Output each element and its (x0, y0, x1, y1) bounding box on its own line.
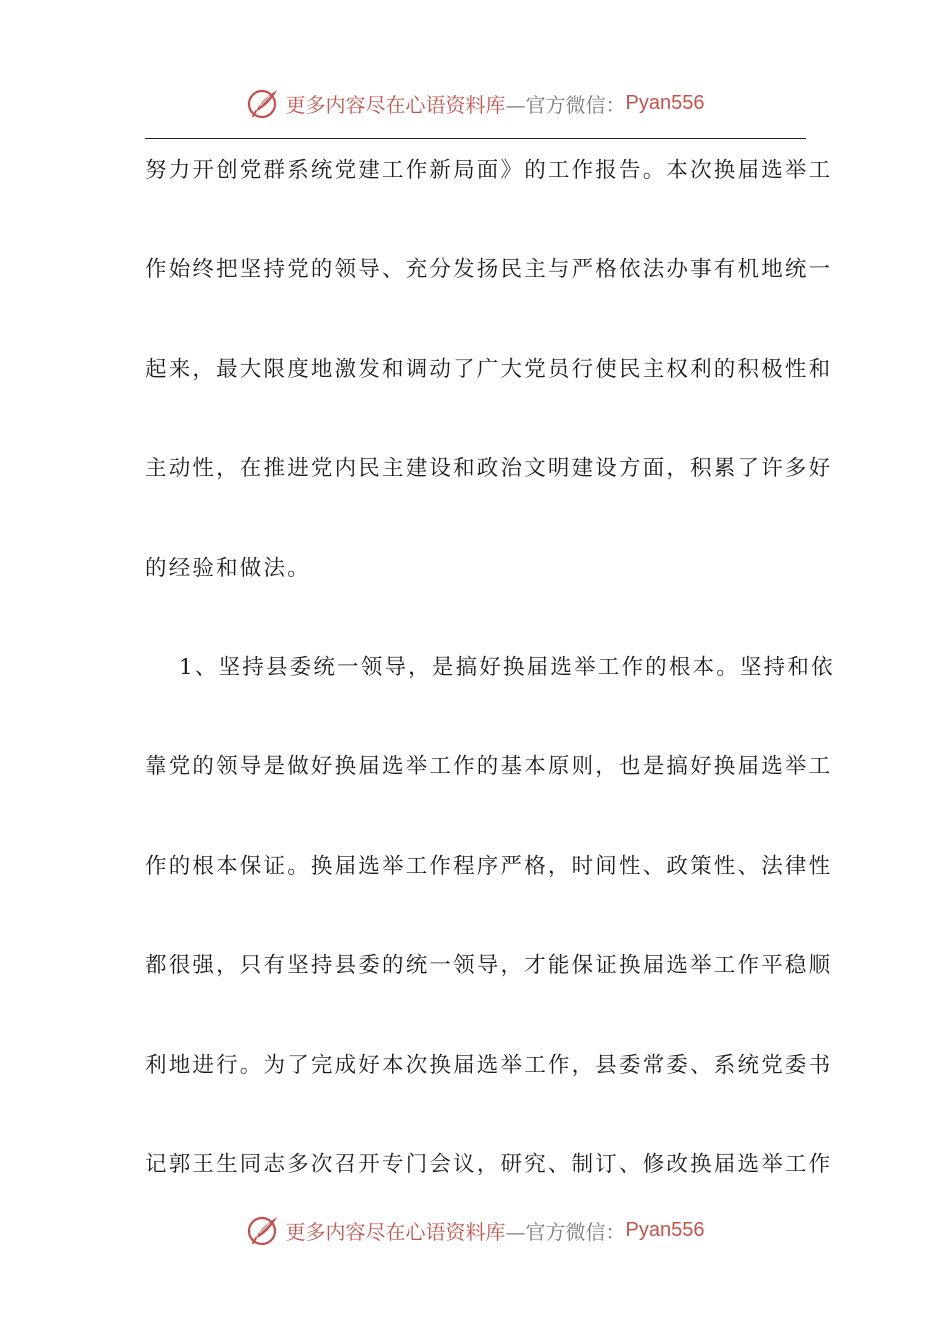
paragraph-line: 作始终把坚持党的领导、充分发扬民主与严格依法办事有机地统一 (145, 257, 833, 283)
header-divider (145, 138, 806, 139)
brand-text: 更多内容尽在心语资料库 (285, 1219, 506, 1244)
paragraph-line: 努力开创党群系统党建工作新局面》的工作报告。本次换届选举工 (145, 158, 833, 183)
wechat-label: —官方微信： (505, 1219, 626, 1244)
paragraph-line: 起来，最大限度地激发和调动了广大党员行使民主权利的积极性和 (145, 356, 833, 382)
wechat-label: —官方微信： (505, 92, 626, 117)
paragraph-line: 都很强，只有坚持县委的统一领导，才能保证换届选举工作平稳顺 (145, 953, 833, 979)
paragraph-line: 作的根本保证。换届选举工作程序严格，时间性、政策性、法律性 (145, 853, 833, 879)
paragraph-line: 的经验和做法。 (145, 555, 311, 581)
quill-pen-icon (246, 85, 282, 121)
footer-watermark (0, 1205, 950, 1255)
header-watermark (0, 78, 950, 128)
wechat-id: Pyan556 (625, 91, 705, 114)
brand-text: 更多内容尽在心语资料库 (285, 92, 506, 117)
paragraph-line: 利地进行。为了完成好本次换届选举工作，县委常委、系统党委书 (145, 1052, 833, 1078)
paragraph-line: 主动性，在推进党内民主建设和政治文明建设方面，积累了许多好 (145, 456, 833, 482)
paragraph-line: 靠党的领导是做好换届选举工作的基本原则，也是搞好换届选举工 (145, 754, 833, 780)
document-body (145, 148, 835, 1241)
paragraph-line: 记郭王生同志多次召开专门会议，研究、制订、修改换届选举工作 (145, 1151, 833, 1177)
quill-pen-icon (246, 1212, 282, 1248)
wechat-id: Pyan556 (625, 1218, 705, 1241)
paragraph-line: 1、坚持县委统一领导，是搞好换届选举工作的根本。坚持和依 (179, 654, 835, 680)
